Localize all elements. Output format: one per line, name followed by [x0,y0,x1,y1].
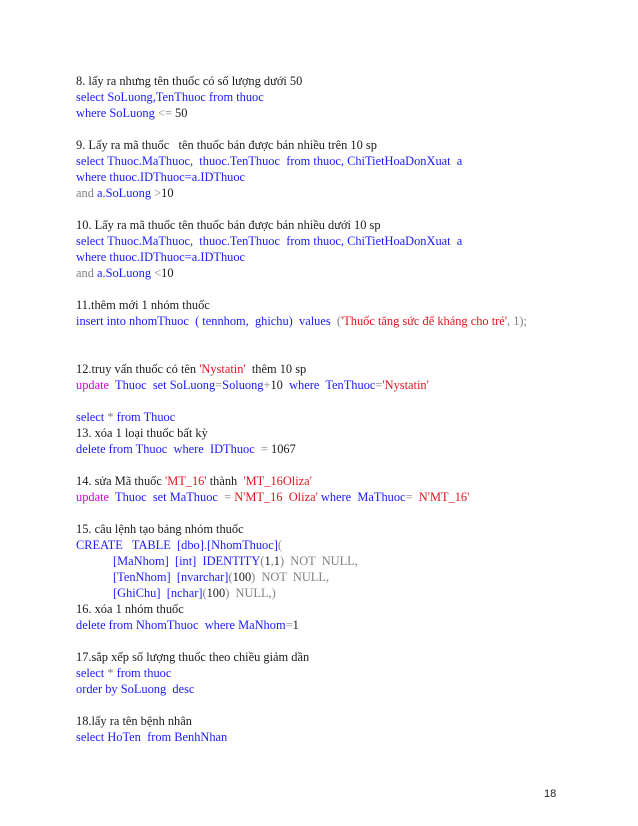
code-text: thuoc, ChiTietHoaDonXuat a [310,234,463,248]
operator: + [263,378,271,392]
document-content [76,73,616,745]
code-text: SoLuong [117,682,173,696]
code-line-17-1 [76,665,616,681]
keyword: IDENTITY [202,554,261,568]
operator: = [215,378,223,392]
keyword: update [76,378,110,392]
code-line-17-2 [76,681,616,697]
keyword: select [76,154,105,168]
keyword: from [147,730,172,744]
code-line-12-2 [76,409,616,425]
punctuation: ( [202,586,207,600]
string-literal: N'MT_16' [412,490,470,504]
code-text: BenhNhan [171,730,228,744]
code-text: Thuoc [109,490,153,504]
keyword: delete from [76,442,133,456]
keyword: where [173,442,204,456]
code-line-15-3 [76,569,616,585]
code-text: [TenNhom] [nvarchar] [113,570,229,584]
page-number: 18 [544,788,557,800]
code-text: SoLuong [166,378,216,392]
keyword: select [76,90,105,104]
keyword: and [76,186,94,200]
keyword: select [76,410,105,424]
code-text: thuoc.IDThuoc=a.IDThuoc [106,170,246,184]
heading-8: 8. lấy ra nhưng tên thuốc có số lượng dưới 50 [76,74,303,88]
number: 1 [273,554,280,568]
code-text: Thuoc [132,442,174,456]
code-text: ) NOT NULL, [279,554,358,568]
code-line-9-3 [76,185,616,201]
punctuation: , [270,554,274,568]
code-text: MaNhom [234,618,286,632]
keyword: desc [172,682,195,696]
heading-17: 17.sắp xếp số lượng thuốc theo chiều giảm dần [76,650,310,664]
keyword: where [204,618,235,632]
keyword: from [286,234,311,248]
keyword: select [76,666,105,680]
code-text: thuoc [140,666,172,680]
operator: < [154,266,162,280]
operator: = [224,490,232,504]
code-line-15-2 [76,553,616,569]
operator: = [405,490,413,504]
code-line-12-1 [76,377,616,393]
code-text: ) NOT NULL, [251,570,330,584]
keyword: values [299,314,331,328]
keyword: where [76,106,107,120]
heading-13: 13. xóa 1 loại thuốc bất kỳ [76,426,208,440]
code-text: Thuoc [109,378,153,392]
number: 1 [264,554,271,568]
punctuation: ( [228,570,233,584]
heading-text: 14. sửa Mã thuốc [76,474,165,488]
code-text: [GhiChu] [nchar] [113,586,203,600]
keyword: insert into [76,314,126,328]
number: 50 [171,106,188,120]
number: 10 [270,378,290,392]
heading-15: 15. câu lệnh tạo bảng nhóm thuốc [76,522,244,536]
code-text: [dbo] [170,538,204,552]
operator: = [375,378,383,392]
code-text: TenThuoc [319,378,376,392]
heading-14 [76,473,616,489]
heading-text: 12.truy vấn thuốc có tên [76,362,200,376]
code-line-13-1 [76,441,616,457]
code-line-10-3 [76,265,616,281]
code-text: ) NULL,) [225,586,276,600]
heading-text: thêm 10 sp [245,362,307,376]
keyword: update [76,490,110,504]
code-line-10-1 [76,233,616,249]
keyword: where [76,250,107,264]
string-literal: N'MT_16 Oliza' [231,490,318,504]
code-text: , 1); [507,314,527,328]
punctuation: ( [260,554,265,568]
number: 100 [206,586,226,600]
code-text: nhomThuoc ( tennhom, ghichu) [125,314,299,328]
code-text: [MaNhom] [int] [113,554,203,568]
keyword: order by [76,682,118,696]
code-text: Thuoc.MaThuoc, thuoc.TenThuoc [104,234,287,248]
keyword: set [152,490,167,504]
operator: > [154,186,162,200]
code-text: HoTen [104,730,148,744]
heading-10: 10. Lấy ra mã thuốc tên thuốc bán được bán nhiều dưới 10 sp [76,218,381,232]
code-text: a.SoLuong [93,266,155,280]
keyword: from [116,666,141,680]
code-text: Thuoc [140,410,176,424]
keyword: and [76,266,94,280]
number: 10 [161,186,174,200]
code-line-16-1 [76,617,616,633]
string-literal: 'MT_16Oliza' [243,474,312,488]
punctuation: ( [330,314,341,328]
operator: * [104,410,117,424]
punctuation: ( [277,538,282,552]
code-text: NhomThuoc [132,618,205,632]
keyword: select [76,730,105,744]
keyword: from [286,154,311,168]
operator: * [104,666,117,680]
code-line-8-2 [76,105,616,121]
keyword: from [209,90,234,104]
code-text: SoLuong [106,106,158,120]
operator: = [260,442,268,456]
heading-12 [76,361,616,377]
keyword: select [76,234,105,248]
code-line-18-1 [76,729,616,745]
string-literal: 'MT_16' [164,474,207,488]
heading-11: 11.thêm mới 1 nhóm thuốc [76,298,210,312]
code-line-14-1 [76,489,616,505]
number: 1 [292,618,299,632]
code-text: thuoc.IDThuoc=a.IDThuoc [106,250,246,264]
code-text: SoLuong,TenThuoc [104,90,209,104]
code-line-9-2 [76,169,616,185]
keyword: delete from [76,618,133,632]
keyword: CREATE TABLE [76,538,171,552]
code-text: [NhomThuoc] [206,538,278,552]
keyword: from [116,410,141,424]
heading-18: 18.lấy ra tên bệnh nhân [76,714,192,728]
code-line-8-1 [76,89,616,105]
operator: <= [157,106,172,120]
code-text: thuoc, ChiTietHoaDonXuat a [310,154,463,168]
string-literal: 'Nystatin' [382,378,429,392]
code-text: MaThuoc [166,490,225,504]
code-text: MaThuoc [351,490,406,504]
code-text: a.SoLuong [93,186,155,200]
code-text: Thuoc.MaThuoc, thuoc.TenThuoc [104,154,287,168]
operator: = [285,618,293,632]
keyword: where [76,170,107,184]
punctuation: . [203,538,207,552]
code-line-11-1 [76,313,616,329]
code-line-9-1 [76,153,616,169]
keyword: where [317,490,352,504]
string-literal: 'Thuốc tăng sức để kháng cho trẻ' [340,314,507,328]
number: 100 [232,570,252,584]
number: 10 [161,266,174,280]
code-text: thuoc [233,90,264,104]
heading-16: 16. xóa 1 nhóm thuốc [76,602,184,616]
keyword: set [152,378,167,392]
code-line-15-1 [76,537,616,553]
keyword: where [289,378,320,392]
heading-text: thành [206,474,244,488]
code-text: Soluong [222,378,264,392]
code-text: IDThuoc [203,442,261,456]
code-line-10-2 [76,249,616,265]
heading-9: 9. Lấy ra mã thuốc tên thuốc bán được bán nhiều trên 10 sp [76,138,377,152]
string-literal: 'Nystatin' [199,362,246,376]
code-line-15-4 [76,585,616,601]
number: 1067 [267,442,296,456]
